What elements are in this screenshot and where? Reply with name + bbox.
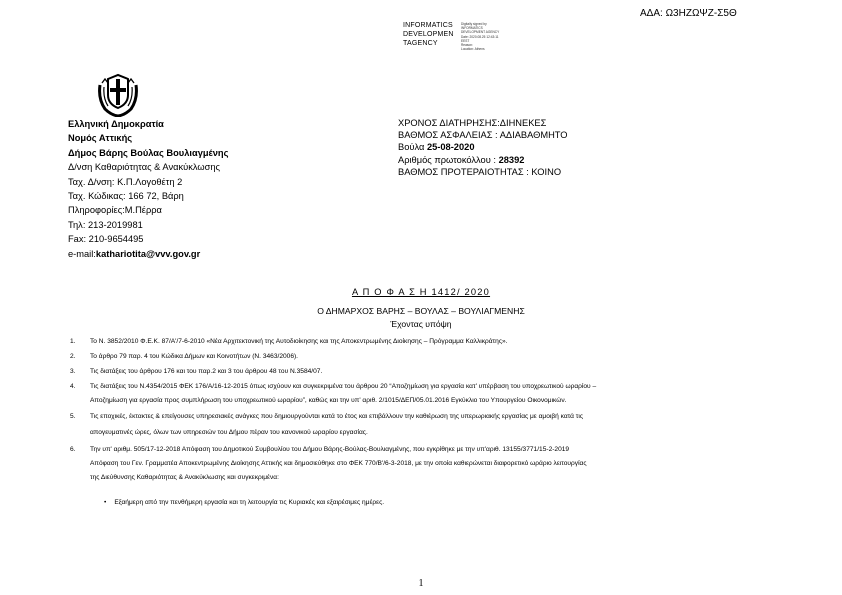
list-item-text: Τις εποχικές, έκτακτες & επείγουσες υπηρεσιακές ανάγκες που δημιουργούνται κατά το έτος και επιβάλλουν την καθιέρωση της υπερωριακής εργασίας με αμοιβή κατά τις (90, 413, 584, 420)
retention-period: ΧΡΟΝΟΣ ΔΙΑΤΗΡΗΣΗΣ:ΔΙΗΝΕΚΕΣ (398, 118, 547, 128)
document-date: 25-08-2020 (426, 142, 475, 153)
bullet-point (104, 499, 384, 506)
list-item-text: Την υπ' αριθμ. 505/17-12-2018 Απόφαση του Δημοτικού Συμβουλίου του Δήμου Βάρης-Βούλας-Βουλιαγμένης, που εγκρίθηκε με την υπ'αριθ. 13155/3771/15-2-2019 (90, 446, 570, 453)
bullet-text: Εξαήμερη από την πενθήμερη εργασία και τη λειτουργία τις Κυριακές και εξαιρέσιμες ημέρες. (114, 499, 385, 506)
list-item-text: απογευματινές ώρες, όλων των υπηρεσιών του Δήμου πέραν του κανονικού ωραρίου εργασίας. (90, 429, 368, 436)
municipality-name: Δήμος Βάρης Βούλας Βουλιαγμένης (68, 147, 229, 158)
list-item-number: 4. (70, 383, 76, 390)
fax-number: Fax: 210-9654495 (68, 234, 144, 245)
stamp-small-line: Reason: (461, 43, 473, 48)
stamp-line-1: INFORMATICS (403, 22, 453, 29)
email-address: kathariotita@vvv.gov.gr (95, 248, 201, 259)
document-meta-block (398, 117, 568, 178)
stamp-line-3: TAGENCY (403, 40, 438, 47)
page-number: 1 (418, 578, 424, 589)
stamp-small-print (461, 22, 499, 51)
email-line (68, 247, 228, 261)
postal-address: Ταχ. Δ/νση: Κ.Π.Λογοθέτη 2 (68, 176, 183, 187)
stamp-small-line: DEVELOPMENT AGENCY (461, 30, 500, 35)
email-label: e-mail: (68, 248, 96, 259)
stamp-small-line: EEST (461, 38, 470, 43)
list-item-text: Τις διατάξεις του Ν.4354/2015 ΦΕΚ 176/Α/16-12-2015 όπως ισχύουν και συγκεκριμένα του άρθρου 20 “Αποζημίωση για εργασία κατ' υπέρβαση του υποχρεωτικού ωραρίου – (90, 383, 597, 390)
list-item-number: 2. (70, 353, 76, 360)
security-level: ΒΑΘΜΟΣ ΑΣΦΑΛΕΙΑΣ : ΑΔΙΑΒΑΘΜΗΤΟ (398, 130, 568, 141)
list-item-text: Τις διατάξεις του άρθρου 176 και του παρ.2 και 3 του άρθρου 48 του Ν.3584/07. (90, 368, 323, 375)
list-item-number: 5. (70, 413, 76, 420)
republic-name: Ελληνική Δημοκρατία (68, 119, 164, 129)
decision-title: Α Π Ο Φ Α Σ Η 1412/ 2020 (351, 287, 491, 297)
prefecture-name: Νομός Αττικής (68, 133, 133, 144)
list-item-text: Το Ν. 3852/2010 Φ.Ε.Κ. 87/Α'/7-6-2010 «Νέα Αρχιτεκτονική της Αυτοδιοίκησης και της Αποκεντρωμένης Διοίκησης – Πρόγραμμα Καλλικράτης». (90, 338, 508, 345)
stamp-small-line: Digitally signed by (461, 22, 487, 26)
decision-title-row (0, 287, 842, 297)
list-item-text: Το άρθρο 79 παρ. 4 του Κώδικα Δήμων και Κοινοτήτων (Ν. 3463/2006). (90, 353, 299, 360)
list-item-text: της Διεύθυνσης Καθαριότητας & Ανακύκλωσης και συγκεκριμένα: (90, 474, 279, 481)
stamp-small-line: INFORMATICS (461, 26, 483, 31)
protocol-label: Αριθμός πρωτοκόλλου : (398, 154, 496, 165)
list-item-number: 1. (70, 338, 76, 345)
stamp-small-line: Location: Athens (461, 47, 485, 52)
bullet-icon: • (104, 499, 107, 506)
protocol-number: 28392 (498, 154, 525, 165)
protocol-line (398, 154, 568, 166)
contact-person: Πληροφορίες:Μ.Πέρρα (68, 205, 162, 216)
considering-heading: Έχοντας υπόψη (390, 319, 452, 329)
stamp-small-line: Date: 2020.08.25 12:43:11 (461, 34, 499, 39)
priority-level: ΒΑΘΜΟΣ ΠΡΟΤΕΡΑΙΟΤΗΤΑΣ : ΚΟΙΝΟ (398, 166, 562, 177)
list-item-number: 6. (70, 446, 76, 453)
list-item-number: 3. (70, 368, 76, 375)
greek-coat-of-arms-emblem (96, 73, 140, 117)
date-line (398, 141, 568, 153)
list-item-text: Αποζημίωση για εργασία προς συμπλήρωση του υποχρεωτικού ωραρίου”, καθώς και την υπ' αριθ. 2/1015/ΔΕΠ/05.01.2016 Εγκύκλιο του Υπουργείου Οικονομικών. (90, 397, 567, 404)
issuer-block (68, 117, 228, 261)
ada-code: ΑΔΑ: Ω3ΗΖΩΨΖ-Σ5Θ (640, 8, 737, 19)
place-label: Βούλα (398, 142, 425, 153)
department-name: Δ/νση Καθαριότητας & Ανακύκλωσης (68, 162, 221, 173)
phone-number: Τηλ: 213-2019981 (68, 219, 143, 230)
postal-code: Ταχ. Κώδικας: 166 72, Βάρη (68, 191, 184, 202)
mayor-heading: Ο ΔΗΜΑΡΧΟΣ ΒΑΡΗΣ – ΒΟΥΛΑΣ – ΒΟΥΛΙΑΓΜΕΝΗΣ (317, 306, 525, 316)
stamp-line-2: DEVELOPMEN (403, 31, 454, 38)
list-item-text: Απόφαση του Γεν. Γραμματέα Αποκεντρωμένης Διοίκησης Αττικής και δημοσιεύθηκε στο ΦΕΚ 770/Β'/6-3-2018, με την οποία καθιερώνεται διαφορετικό ωράριο λειτουργίας (90, 460, 587, 467)
